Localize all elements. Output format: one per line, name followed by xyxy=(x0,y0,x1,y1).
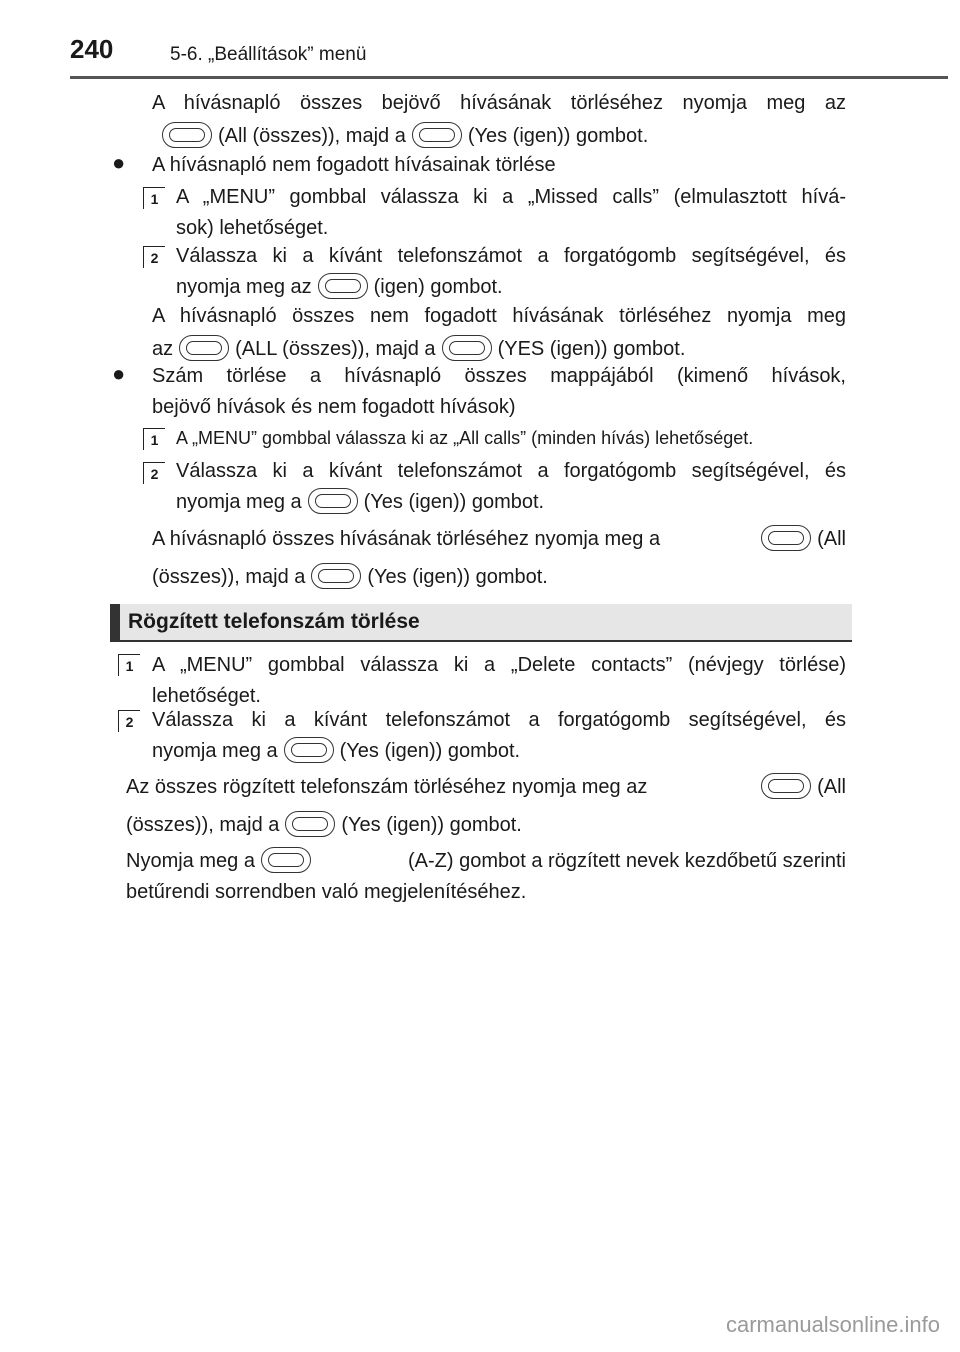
step-text: A „MENU” gombbal válassza ki a „Delete contacts” (névjegy törlése) lehetőséget. xyxy=(152,654,846,707)
all-button-icon xyxy=(761,773,811,799)
bullet-title: A hívásnapló nem fogadott hívásainak törlése xyxy=(152,154,556,176)
step-number-box: 1 xyxy=(143,187,165,209)
text-line: A hívásnapló összes bejövő hívásának törléséhez nyomja meg az xyxy=(152,92,846,114)
text-line: (All (összes)), majd a (Yes (igen)) gombot. xyxy=(152,121,846,152)
note-paragraph: Az összes rögzített telefonszám törléséhez nyomja meg az (All (összes)), majd a (Yes (igen)) gombot. xyxy=(126,768,846,844)
note-paragraph: A hívásnapló összes hívásának törléséhez nyomja meg a (All (összes)), majd a (Yes (igen)) gombot. xyxy=(152,520,846,596)
all-button-icon xyxy=(162,122,212,148)
bullet-title: Szám törlése a hívásnapló összes mappájából (kimenő hívások, bejövő hívások és nem fogadott hívások) xyxy=(152,365,846,418)
page-number: 240 xyxy=(70,34,114,64)
section-title: 5-6. „Beállítások” menü xyxy=(170,44,367,65)
step-number-box: 2 xyxy=(143,246,165,268)
step-text: A „MENU” gombbal válassza ki az „All calls” (minden hívás) lehetőséget. xyxy=(176,428,754,448)
bullet-icon: ● xyxy=(112,150,126,175)
page-header xyxy=(0,0,960,80)
yes-button-icon xyxy=(412,122,462,148)
yes-button-icon xyxy=(318,273,368,299)
yes-button-icon xyxy=(311,563,361,589)
heading-bar xyxy=(110,604,120,640)
step-text: A „MENU” gombbal válassza ki a „Missed calls” (elmulasztott hívá- sok) lehetőséget. xyxy=(176,186,846,239)
note-paragraph: A hívásnapló összes nem fogadott hívásának törléséhez nyomja meg az (ALL (összes)), majd a (YES (igen)) gombot. xyxy=(152,305,846,360)
paragraph-incoming xyxy=(152,88,846,152)
yes-button-icon xyxy=(285,811,335,837)
yes-button-icon xyxy=(308,488,358,514)
header-divider xyxy=(70,76,948,79)
step-number-box: 2 xyxy=(143,462,165,484)
step-text: Válassza ki a kívánt telefonszámot a forgatógomb segítségével, és nyomja meg a (Yes (igen)) gombot. xyxy=(176,460,846,513)
az-button-icon xyxy=(261,847,311,873)
yes-button-icon xyxy=(442,335,492,361)
heading-text: Rögzített telefonszám törlése xyxy=(128,610,420,633)
all-button-icon xyxy=(761,525,811,551)
bullet-icon: ● xyxy=(112,361,126,386)
yes-button-icon xyxy=(284,737,334,763)
watermark: carmanualsonline.info xyxy=(725,1312,940,1337)
step-number-box: 2 xyxy=(118,710,140,732)
all-button-icon xyxy=(179,335,229,361)
section-heading xyxy=(110,604,852,642)
note-paragraph: Nyomja meg a (A-Z) gombot a rögzített nevek kezdőbetű szerinti betűrendi sorrendben való megjelenítéséhez. xyxy=(126,846,846,908)
step-number-box: 1 xyxy=(118,654,140,676)
step-text: Válassza ki a kívánt telefonszámot a forgatógomb segítségével, és nyomja meg a (Yes (igen)) gombot. xyxy=(152,709,846,762)
step-text: Válassza ki a kívánt telefonszámot a forgatógomb segítségével, és nyomja meg az (igen) gombot. xyxy=(176,245,846,298)
step-number-box: 1 xyxy=(143,428,165,450)
